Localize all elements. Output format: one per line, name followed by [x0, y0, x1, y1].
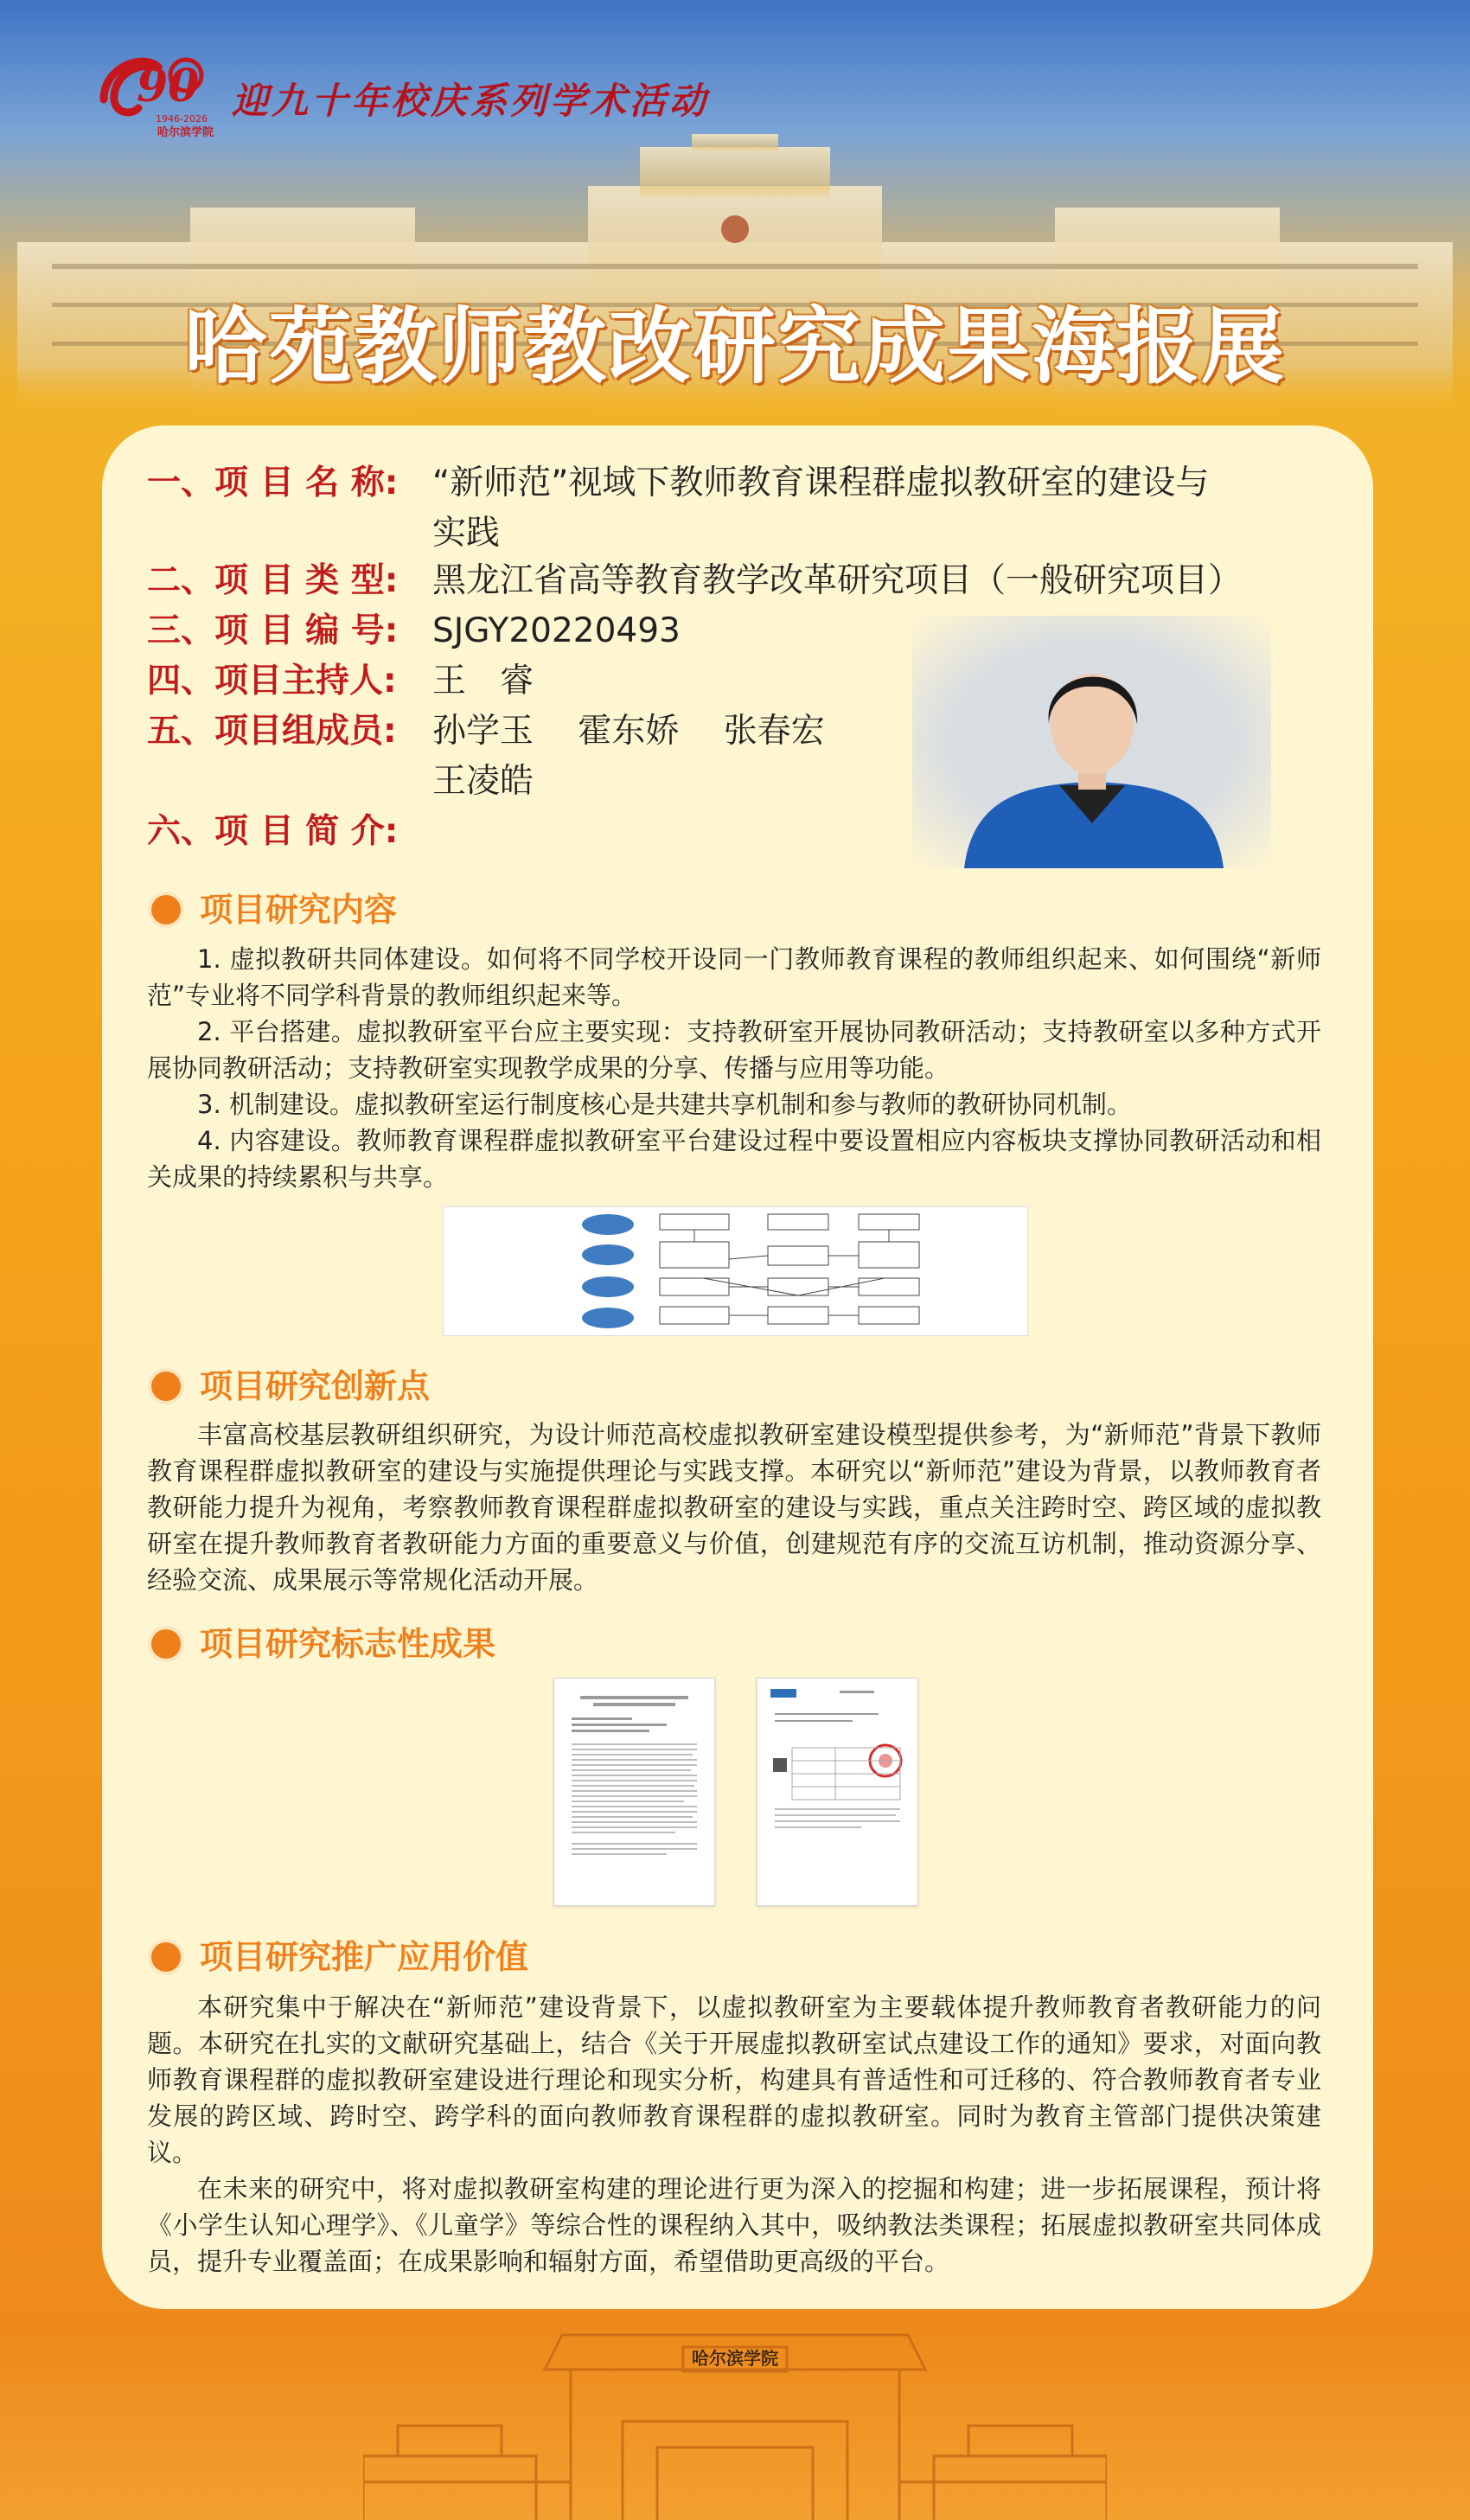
info-value: “新师范”视域下教师教育课程群虚拟教研室的建设与: [432, 464, 1210, 502]
info-label: 五、项目组成员:: [147, 712, 397, 751]
section-title: 项目研究推广应用价值: [200, 1938, 529, 1976]
leader-portrait-photo: [912, 616, 1271, 868]
bullet-dot-icon: [151, 1629, 181, 1659]
info-label: 四、项目主持人:: [147, 662, 397, 700]
paragraph: 丰富高校基层教研组织研究，为设计师范高校虚拟教研室建设模型提供参考，为“新师范”背景下教师教育课程群虚拟教研室的建设与实施提供理论与实践支撑。本研究以“新师范”建设为背景，以教师教育者教研能力提升为视角，考察教师教育课程群虚拟教研室的建设与实践，重点关注跨时空、跨区域的虚拟教研室在提升教师教育者教研能力方面的重要意义与价值，创建规范有序的交流互访机制，推动资源分享、经验交流、成果展示等常规化活动开展。: [147, 1420, 1321, 1595]
info-value: 孙学玉 霍东娇 张春宏: [432, 712, 825, 751]
logo-years: 1946-2026: [156, 113, 208, 125]
info-value: 王 睿: [432, 662, 534, 700]
svg-text:90: 90: [137, 60, 200, 112]
paragraph: 本研究集中于解决在“新师范”建设背景下，以虚拟教研室为主要载体提升教师教育者教研能力的问题。本研究在扎实的文献研究基础上，结合《关于开展虚拟教研室试点建设工作的通知》要求，对面向教师教育课程群的虚拟教研室建设进行理论和现实分析，构建具有普适性和可迁移的、符合教师教育者专业发展的跨区域、跨时空、跨学科的面向教师教育课程群的虚拟教研室。同时为教育主管部门提供决策建议。: [147, 1992, 1321, 2167]
bullet-dot-icon: [151, 1372, 181, 1401]
info-value-cont: 实践: [432, 514, 501, 553]
section-title: 项目研究创新点: [200, 1367, 431, 1405]
info-value: SJGY20220493: [432, 611, 681, 650]
paragraph: 3. 机制建设。虚拟教研室运行制度核心是共建共享机制和参与教师的教研协同机制。: [197, 1090, 1132, 1119]
info-label: 二、项 目 类 型:: [147, 561, 399, 600]
poster-title: 哈苑教师教改研究成果海报展: [184, 298, 1286, 395]
logo-school: 哈尔滨学院: [157, 126, 214, 139]
bullet-dot-icon: [151, 1942, 181, 1972]
section-innovation-body: [147, 1417, 1321, 1598]
info-label: 六、项 目 简 介:: [147, 812, 399, 851]
info-value: 黑龙江省高等教育教学改革研究项目（一般研究项目）: [432, 561, 1243, 600]
info-label: 三、项 目 编 号:: [147, 611, 399, 650]
anniversary-logo: [95, 48, 216, 143]
section-title: 项目研究内容: [200, 891, 398, 929]
bullet-dot-icon: [151, 895, 181, 924]
paragraph: 4. 内容建设。教师教育课程群虚拟教研室平台建设过程中要设置相应内容板块支撑协同教研活动和相关成果的持续累积与共享。: [147, 1126, 1321, 1192]
research-flowchart-image: [443, 1206, 1028, 1336]
certificate-document-thumbnail: [757, 1678, 918, 1906]
paragraph: 1. 虚拟教研共同体建设。如何将不同学校开设同一门教师教育课程的教师组织起来、如何围绕“新师范”专业将不同学科背景的教师组织起来等。: [147, 944, 1321, 1010]
paragraph: 2. 平台搭建。虚拟教研室平台应主要实现：支持教研室开展协同教研活动；支持教研室以多种方式开展协同教研活动；支持教研室实现教学成果的分享、传播与应用等功能。: [147, 1017, 1321, 1083]
section-application-value-body: [147, 1989, 1321, 2280]
section-research-content-body: [147, 941, 1321, 1195]
info-label: 一、项 目 名 称:: [147, 464, 399, 502]
slogan: 迎九十年校庆系列学术活动: [232, 80, 710, 122]
gate-sign: 哈尔滨学院: [692, 2348, 778, 2369]
paper-document-thumbnail: [553, 1678, 715, 1906]
paragraph: 在未来的研究中，将对虚拟教研室构建的理论进行更为深入的挖掘和构建；进一步拓展课程，预计将《小学生认知心理学》、《儿童学》等综合性的课程纳入其中，吸纳教法类课程；拓展虚拟教研室共同体成员，提升专业覆盖面；在成果影响和辐射方面，希望借助更高级的平台。: [147, 2174, 1321, 2276]
school-gate-line-drawing: [363, 2309, 1107, 2520]
section-title: 项目研究标志性成果: [200, 1625, 496, 1663]
info-value-cont: 王凌皓: [432, 762, 534, 801]
